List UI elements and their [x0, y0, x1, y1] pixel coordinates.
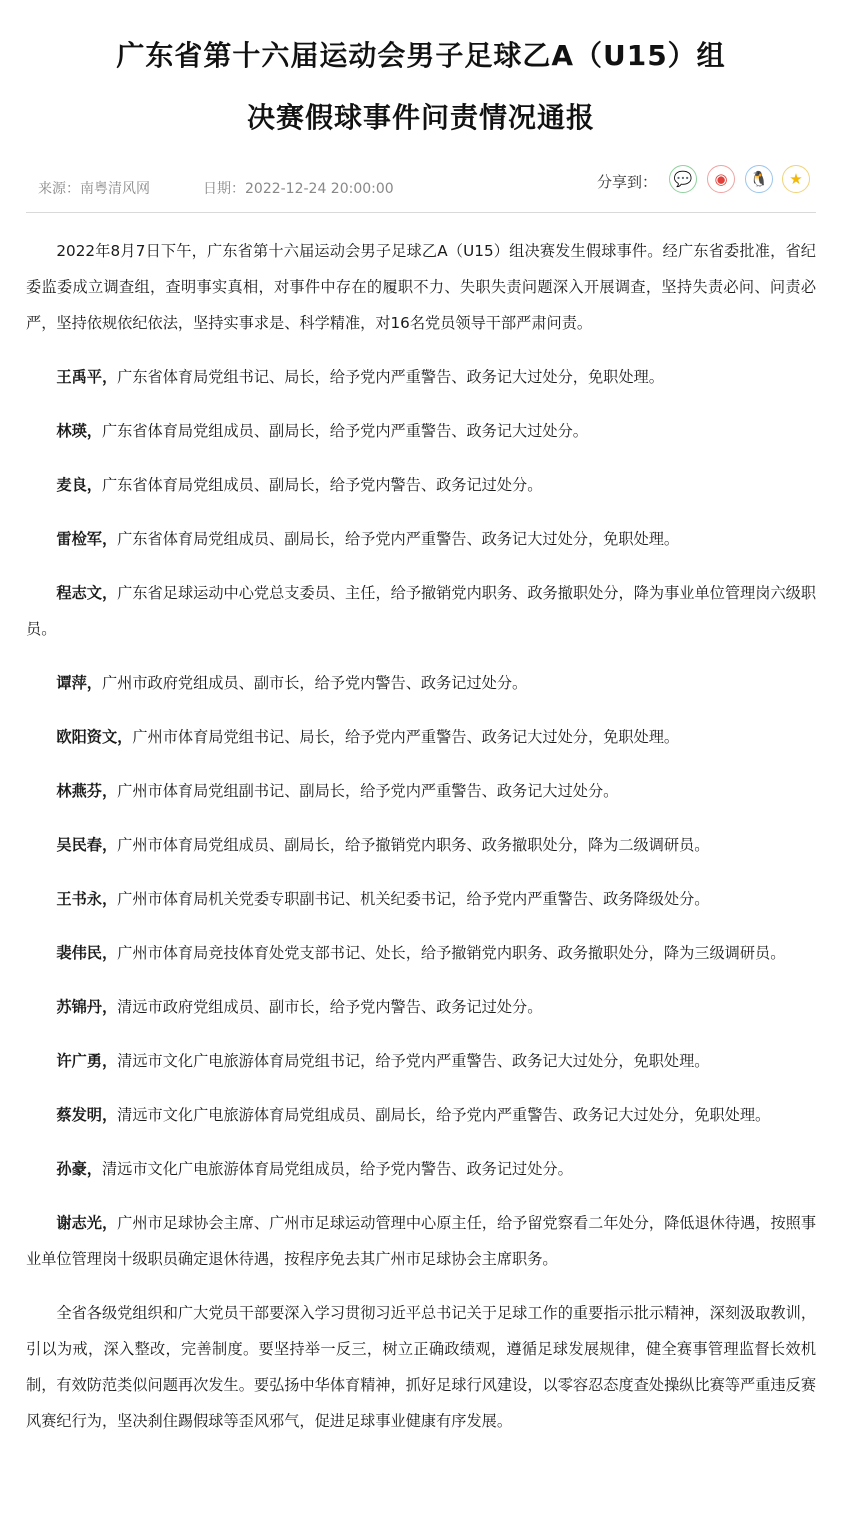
- accountability-item: [26, 989, 816, 1025]
- penalty-text: 广州市体育局竞技体育处党支部书记、处长，给予撤销党内职务、政务撤职处分，降为三级调研员。: [117, 944, 786, 962]
- weibo-icon[interactable]: ◉: [707, 165, 735, 193]
- official-name: 王禹平，: [56, 368, 118, 386]
- penalty-text: 清远市文化广电旅游体育局党组成员、副局长，给予党内严重警告、政务记大过处分，免职处理。: [117, 1106, 771, 1124]
- penalty-text: 清远市文化广电旅游体育局党组书记，给予党内严重警告、政务记大过处分，免职处理。: [117, 1052, 710, 1070]
- accountability-list: [26, 359, 816, 1277]
- page-title-line-1: 广东省第十六届运动会男子足球乙A（U15）组: [116, 39, 726, 72]
- accountability-item: [26, 1043, 816, 1079]
- penalty-text: 广东省足球运动中心党总支委员、主任，给予撤销党内职务、政务撤职处分，降为事业单位管理岗六级职员。: [26, 584, 817, 638]
- accountability-item: [26, 521, 816, 557]
- page-title-line-2: 决赛假球事件问责情况通报: [246, 101, 595, 134]
- publish-date: 日期：2022-12-24 20:00:00: [203, 181, 394, 197]
- official-name: 雷检军，: [56, 530, 118, 548]
- accountability-item: [26, 359, 816, 395]
- penalty-text: 广东省体育局党组成员、副局长，给予党内严重警告、政务记大过处分，免职处理。: [117, 530, 680, 548]
- accountability-item: [26, 1151, 816, 1187]
- article-body: [26, 233, 816, 1439]
- accountability-item: [26, 719, 816, 755]
- accountability-item: [26, 413, 816, 449]
- penalty-text: 广州市体育局机关党委专职副书记、机关纪委书记，给予党内严重警告、政务降级处分。: [117, 890, 710, 908]
- accountability-item: [26, 665, 816, 701]
- qq-icon[interactable]: 🐧: [745, 165, 773, 193]
- official-name: 苏锦丹，: [56, 998, 118, 1016]
- accountability-item: [26, 575, 816, 647]
- intro-paragraph: 2022年8月7日下午，广东省第十六届运动会男子足球乙A（U15）组决赛发生假球事件。经广东省委批准，省纪委监委成立调查组，查明事实真相，对事件中存在的履职不力、失职失责问题深入开展调查，坚持失责必问、问责必严，坚持依规依纪依法，坚持实事求是、科学精准，对16名党员领导干部严肃问责。: [26, 242, 816, 332]
- official-name: 裴伟民，: [56, 944, 118, 962]
- accountability-item: [26, 1205, 816, 1277]
- favorite-icon[interactable]: ★: [782, 165, 810, 193]
- penalty-text: 广州市体育局党组成员、副局长，给予撤销党内职务、政务撤职处分，降为二级调研员。: [117, 836, 710, 854]
- official-name: 麦良，: [56, 476, 102, 494]
- penalty-text: 广东省体育局党组成员、副局长，给予党内警告、政务记过处分。: [101, 476, 543, 494]
- official-name: 程志文，: [56, 584, 118, 602]
- header-divider: [26, 212, 816, 213]
- official-name: 谭萍，: [56, 674, 102, 692]
- source-label: 来源：南粤清风网: [38, 181, 150, 197]
- penalty-text: 广东省体育局党组书记、局长，给予党内严重警告、政务记大过处分，免职处理。: [117, 368, 664, 386]
- official-name: 林瑛，: [56, 422, 102, 440]
- accountability-item: [26, 773, 816, 809]
- penalty-text: 清远市政府党组成员、副市长，给予党内警告、政务记过处分。: [117, 998, 543, 1016]
- official-name: 蔡发明，: [56, 1106, 118, 1124]
- accountability-item: [26, 935, 816, 971]
- penalty-text: 广州市足球协会主席、广州市足球运动管理中心原主任，给予留党察看二年处分，降低退休待遇，按照事业单位管理岗十级职员确定退休待遇，按程序免去其广州市足球协会主席职务。: [26, 1214, 817, 1268]
- penalty-text: 清远市文化广电旅游体育局党组成员，给予党内警告、政务记过处分。: [101, 1160, 573, 1178]
- official-name: 林燕芬，: [56, 782, 118, 800]
- penalty-text: 广州市体育局党组副书记、副局长，给予党内严重警告、政务记大过处分。: [117, 782, 619, 800]
- official-name: 许广勇，: [56, 1052, 118, 1070]
- wechat-icon[interactable]: 💬: [669, 165, 697, 193]
- official-name: 谢志光，: [56, 1214, 118, 1232]
- penalty-text: 广州市政府党组成员、副市长，给予党内警告、政务记过处分。: [101, 674, 528, 692]
- official-name: 王书永，: [56, 890, 118, 908]
- penalty-text: 广东省体育局党组成员、副局长，给予党内严重警告、政务记大过处分。: [101, 422, 588, 440]
- official-name: 孙豪，: [56, 1160, 102, 1178]
- share-label: 分享到：: [597, 173, 658, 191]
- official-name: 欧阳资文，: [56, 728, 133, 746]
- accountability-item: [26, 881, 816, 917]
- accountability-item: [26, 1097, 816, 1133]
- closing-paragraph: 全省各级党组织和广大党员干部要深入学习贯彻习近平总书记关于足球工作的重要指示批示精神，深刻汲取教训，引以为戒，深入整改，完善制度。要坚持举一反三，树立正确政绩观，遵循足球发展规律，健全赛事管理监督长效机制，有效防范类似问题再次发生。要弘扬中华体育精神，抓好足球行风建设，以零容忍态度查处操纵比赛等严重违反赛风赛纪行为，坚决刹住踢假球等歪风邪气，促进足球事业健康有序发展。: [26, 1304, 816, 1430]
- penalty-text: 广州市体育局党组书记、局长，给予党内严重警告、政务记大过处分，免职处理。: [132, 728, 680, 746]
- official-name: 吴民春，: [56, 836, 118, 854]
- accountability-item: [26, 827, 816, 863]
- accountability-item: [26, 467, 816, 503]
